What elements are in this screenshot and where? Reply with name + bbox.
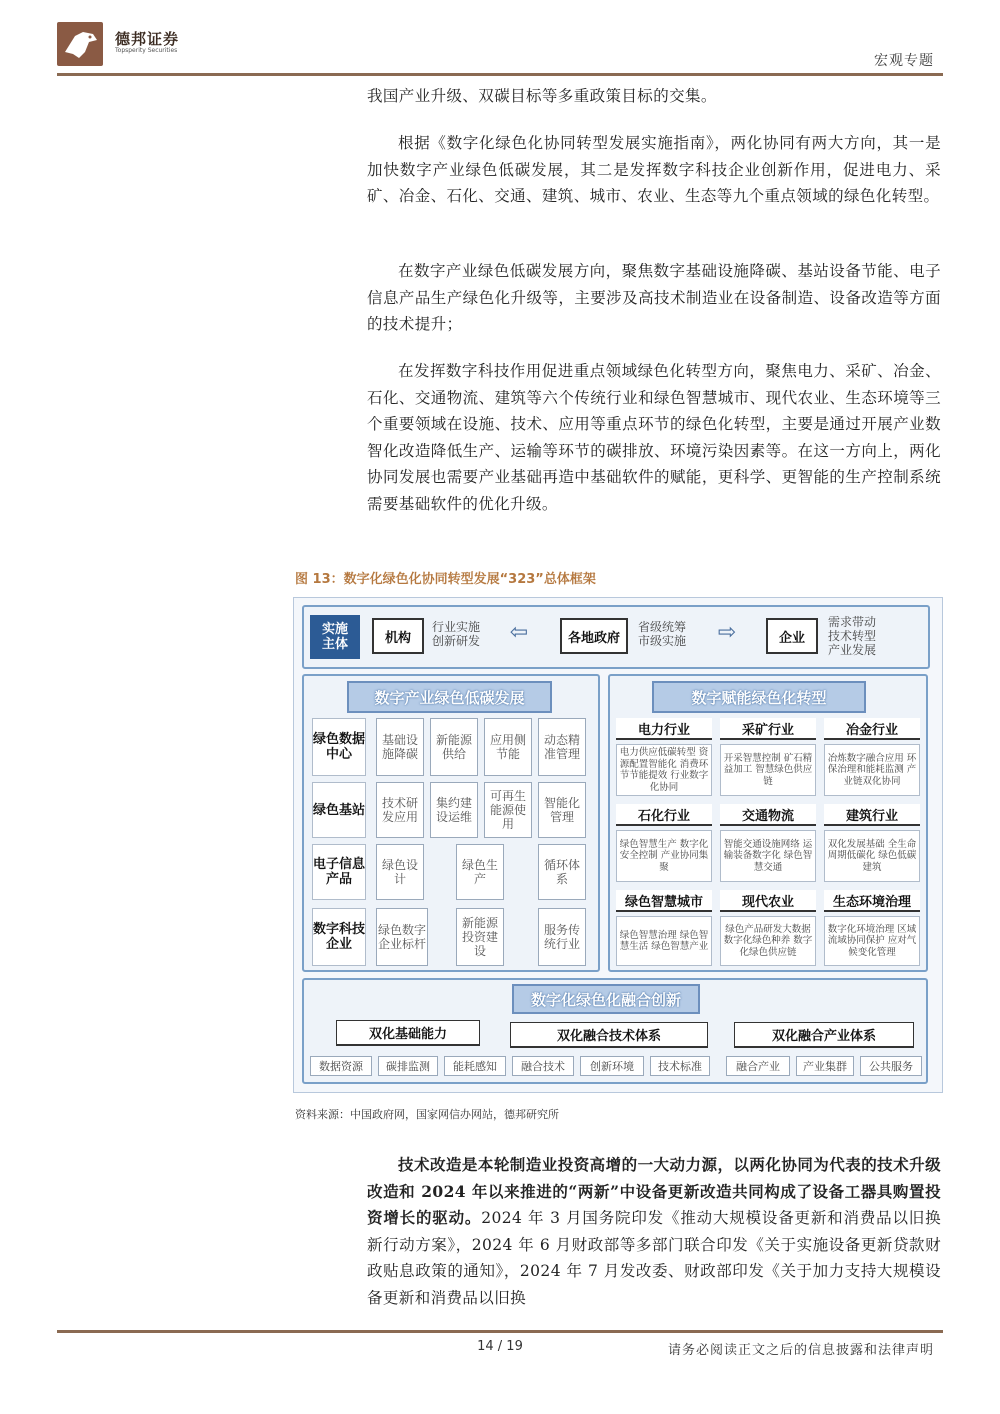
paragraph-text: 我国产业升级、双碳目标等多重政策目标的交集。 (367, 87, 717, 105)
industry-name: 冶金行业 (824, 718, 920, 740)
row-item: 可再生能源使用 (484, 782, 532, 838)
gov-desc: 省级统筹 市级实施 (638, 620, 687, 648)
paragraph-5 (367, 1152, 941, 1312)
footer-divider (57, 1330, 943, 1333)
row-item: 基础设施降碳 (376, 718, 424, 776)
row-item: 循环体系 (538, 844, 586, 900)
paragraph-2 (367, 130, 941, 210)
bottom-panel (302, 978, 928, 1084)
industry-name: 电力行业 (616, 718, 712, 740)
group-name: 双化融合产业体系 (734, 1022, 914, 1048)
bottom-banner: 数字化绿色化融合创新 (512, 984, 700, 1014)
paragraph-text: 在数字产业绿色低碳发展方向，聚焦数字基础设施降碳、基站设备节能、电子信息产品生产绿色化升级等，主要涉及高技术制造业在设备制造、设备改造等方面的技术提升； (367, 262, 941, 334)
industry-desc: 开采智慧控制 矿石精益加工 智慧绿色供应链 (720, 744, 816, 796)
page-number: 14 / 19 (477, 1339, 523, 1354)
industry-desc: 双化发展基础 全生命周期低碳化 绿色低碳建筑 (824, 830, 920, 882)
top-panel (302, 605, 930, 669)
logo-subtext: Topsperity Securities (115, 47, 178, 54)
subject-label: 实施主体 (310, 615, 360, 659)
row-item: 动态精准管理 (538, 718, 586, 776)
logo-text: 德邦证券 (115, 30, 180, 48)
group-tag: 碳排监测 (378, 1056, 438, 1076)
row-item: 智能化管理 (538, 782, 586, 838)
industry-desc: 绿色智慧治理 绿色智慧生活 绿色智慧产业 (616, 916, 712, 966)
industry-name: 绿色智慧城市 (616, 890, 712, 912)
header-divider (57, 73, 943, 76)
logo-dragon-icon (57, 22, 103, 66)
group-name: 双化融合技术体系 (510, 1022, 708, 1048)
industry-name: 采矿行业 (720, 718, 816, 740)
row-item: 绿色生产 (456, 844, 504, 900)
paragraph-body: 2024 年 3 月国务院印发《推动大规模设备更新和消费品以旧换新行动方案》，2024 年 6 月财政部等多部门联合印发《关于实施设备更新贷款财政贴息政策的通知》，2024 年 7 月发改委、财政部印发《关于加力支持大规模设备更新和消费品以旧换 (367, 1209, 941, 1307)
industry-name: 生态环境治理 (824, 890, 920, 912)
industry-name: 建筑行业 (824, 804, 920, 826)
figure-title: 图 13：数字化绿色化协同转型发展“323”总体框架 (295, 572, 596, 587)
industry-desc: 智能交通设施网络 运输装备数字化 绿色智慧交通 (720, 830, 816, 882)
legal-disclaimer: 请务必阅读正文之后的信息披露和法律声明 (667, 1343, 934, 1358)
industry-desc: 冶炼数字融合应用 环保治理和能耗监测 产业链双化协同 (824, 744, 920, 796)
paragraph-bold-lead: 技术改造是本轮制造业投资高增的一大动力源，以两化协同为代表的技术升级改造和 2024 年以来推进的“两新”中设备更新改造共同构成了设备工器具购置投资增长的驱动。 (367, 1155, 941, 1228)
org-desc: 行业实施 创新研发 (432, 620, 481, 648)
paragraph-text: 根据《数字化绿色化协同转型发展实施指南》，两化协同有两大方向，其一是加快数字产业绿色低碳发展，其二是发挥数字科技企业创新作用，促进电力、采矿、冶金、石化、交通、建筑、城市、农业、生态等九个重点领域的绿色化转型。 (367, 134, 941, 206)
row-label: 绿色数据中心 (312, 718, 366, 776)
industry-name: 交通物流 (720, 804, 816, 826)
paragraph-1 (367, 83, 941, 110)
paragraph-3 (367, 258, 941, 338)
industry-name: 石化行业 (616, 804, 712, 826)
row-item: 绿色数字企业标杆 (376, 908, 428, 966)
paragraph-text (367, 1152, 941, 1312)
paragraph-text: 在发挥数字科技作用促进重点领域绿色化转型方向，聚焦电力、采矿、冶金、石化、交通物流、建筑等六个传统行业和绿色智慧城市、现代农业、生态环境等三个重要领域在设施、技术、应用等重点环节的绿色化转型，主要是通过开展产业数智化改造降低生产、运输等环节的碳排放、环境污染因素等。在这一方向上，两化协同发展也需要产业基础再造中基础软件的赋能，更科学、更智能的生产控制系统需要基础软件的优化升级。 (367, 362, 941, 513)
group-tag: 融合技术 (512, 1056, 574, 1076)
ent-box: 企业 (766, 618, 818, 654)
framework-diagram (293, 597, 943, 1093)
row-label: 绿色基站 (312, 782, 366, 838)
row-label: 电子信息产品 (312, 844, 366, 900)
logo-mark (57, 22, 103, 66)
arrow-right-icon: ⇨ (717, 620, 737, 645)
paragraph-4 (367, 358, 941, 518)
industry-desc: 绿色智慧生产 数字化安全控制 产业协同集聚 (616, 830, 712, 882)
group-tag: 产业集群 (796, 1056, 854, 1076)
industry-desc: 绿色产品研发大数据 数字化绿色种养 数字化绿色供应链 (720, 916, 816, 966)
group-tag: 数据资源 (310, 1056, 372, 1076)
figure-source: 资料来源：中国政府网，国家网信办网站，德邦研究所 (295, 1108, 559, 1121)
group-tag: 能耗感知 (444, 1056, 506, 1076)
section-label: 宏观专题 (874, 53, 934, 69)
row-item: 技术研发应用 (376, 782, 424, 838)
arrow-left-icon: ⇦ (509, 620, 529, 645)
right-panel (608, 674, 928, 972)
row-item: 应用侧节能 (484, 718, 532, 776)
group-tag: 融合产业 (726, 1056, 790, 1076)
row-item: 绿色设计 (376, 844, 424, 900)
org-box: 机构 (372, 618, 424, 654)
industry-desc: 数字化环境治理 区域流域协同保护 应对气候变化管理 (824, 916, 920, 966)
gov-box: 各地政府 (560, 618, 628, 654)
right-banner: 数字赋能绿色化转型 (652, 681, 866, 713)
group-tag: 技术标准 (650, 1056, 710, 1076)
group-tag: 创新环境 (580, 1056, 644, 1076)
row-label: 数字科技企业 (312, 908, 366, 966)
row-item: 新能源投资建设 (456, 908, 504, 966)
group-tag: 公共服务 (860, 1056, 922, 1076)
row-item: 新能源供给 (430, 718, 478, 776)
row-item: 集约建设运维 (430, 782, 478, 838)
industry-name: 现代农业 (720, 890, 816, 912)
left-panel (302, 674, 600, 972)
row-item: 服务传统行业 (538, 908, 586, 966)
group-name: 双化基础能力 (336, 1020, 480, 1046)
left-banner: 数字产业绿色低碳发展 (347, 681, 552, 713)
industry-desc: 电力供应低碳转型 资源配置智能化 消费环节节能提效 行业数字化协同 (616, 744, 712, 796)
ent-desc: 需求带动 技术转型 产业发展 (828, 615, 877, 657)
